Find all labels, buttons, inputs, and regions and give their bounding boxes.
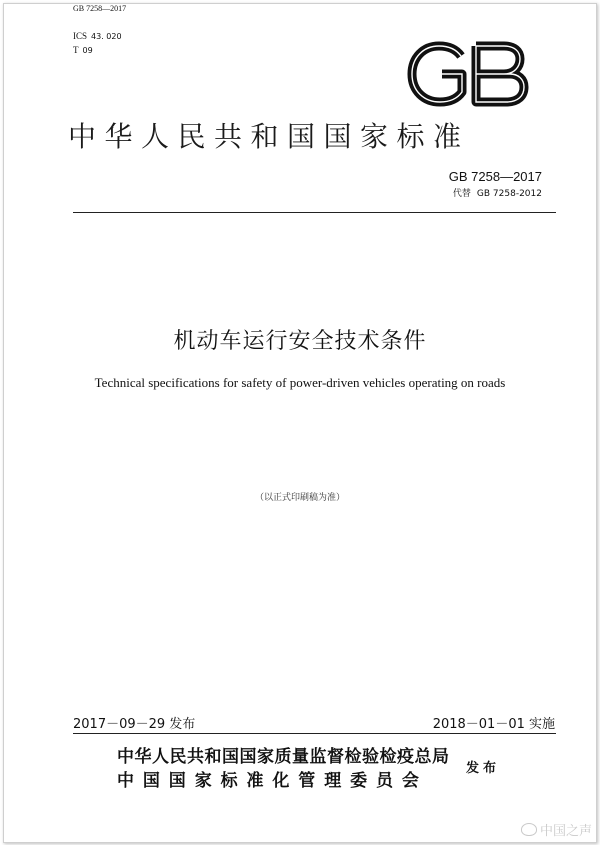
ics-number: 43. 020: [91, 32, 122, 41]
draft-note: （以正式印刷稿为准）: [254, 493, 345, 503]
replaces-label: 代替: [452, 189, 471, 199]
bottom-divider: [73, 733, 556, 734]
weibo-icon: [521, 823, 537, 836]
implementation-date: 2018－01－01 实施: [432, 717, 555, 732]
publisher-org-1: 中华人民共和国国家质量监督检验检疫总局: [117, 747, 450, 767]
publish-label: 发布: [466, 761, 501, 776]
category-number: 09: [82, 46, 93, 55]
category-prefix: T: [73, 45, 79, 55]
replaces-line: [453, 186, 542, 199]
national-standard-title: 中华人民共和国国家标准: [68, 120, 470, 153]
top-divider: [73, 212, 556, 213]
ics-prefix: ICS: [73, 31, 88, 41]
watermark-text: 中国之声: [539, 824, 592, 839]
issue-date: 2017－09－29 发布: [73, 717, 196, 732]
replaces-number: GB 7258-2012: [476, 189, 542, 199]
header-standard-code: GB 7258—2017: [73, 4, 127, 13]
gb-logo: [406, 40, 530, 108]
publisher-org-2: 中国国家标准化管理委员会: [117, 771, 428, 791]
document-title-english: Technical specifications for safety of power-driven vehicles operating on roads: [94, 375, 506, 390]
standard-number: GB 7258—2017: [448, 169, 542, 184]
category-code: [73, 45, 93, 55]
watermark: [521, 820, 592, 839]
document-title-chinese: 机动车运行安全技术条件: [173, 329, 427, 354]
ics-code: [73, 31, 122, 41]
